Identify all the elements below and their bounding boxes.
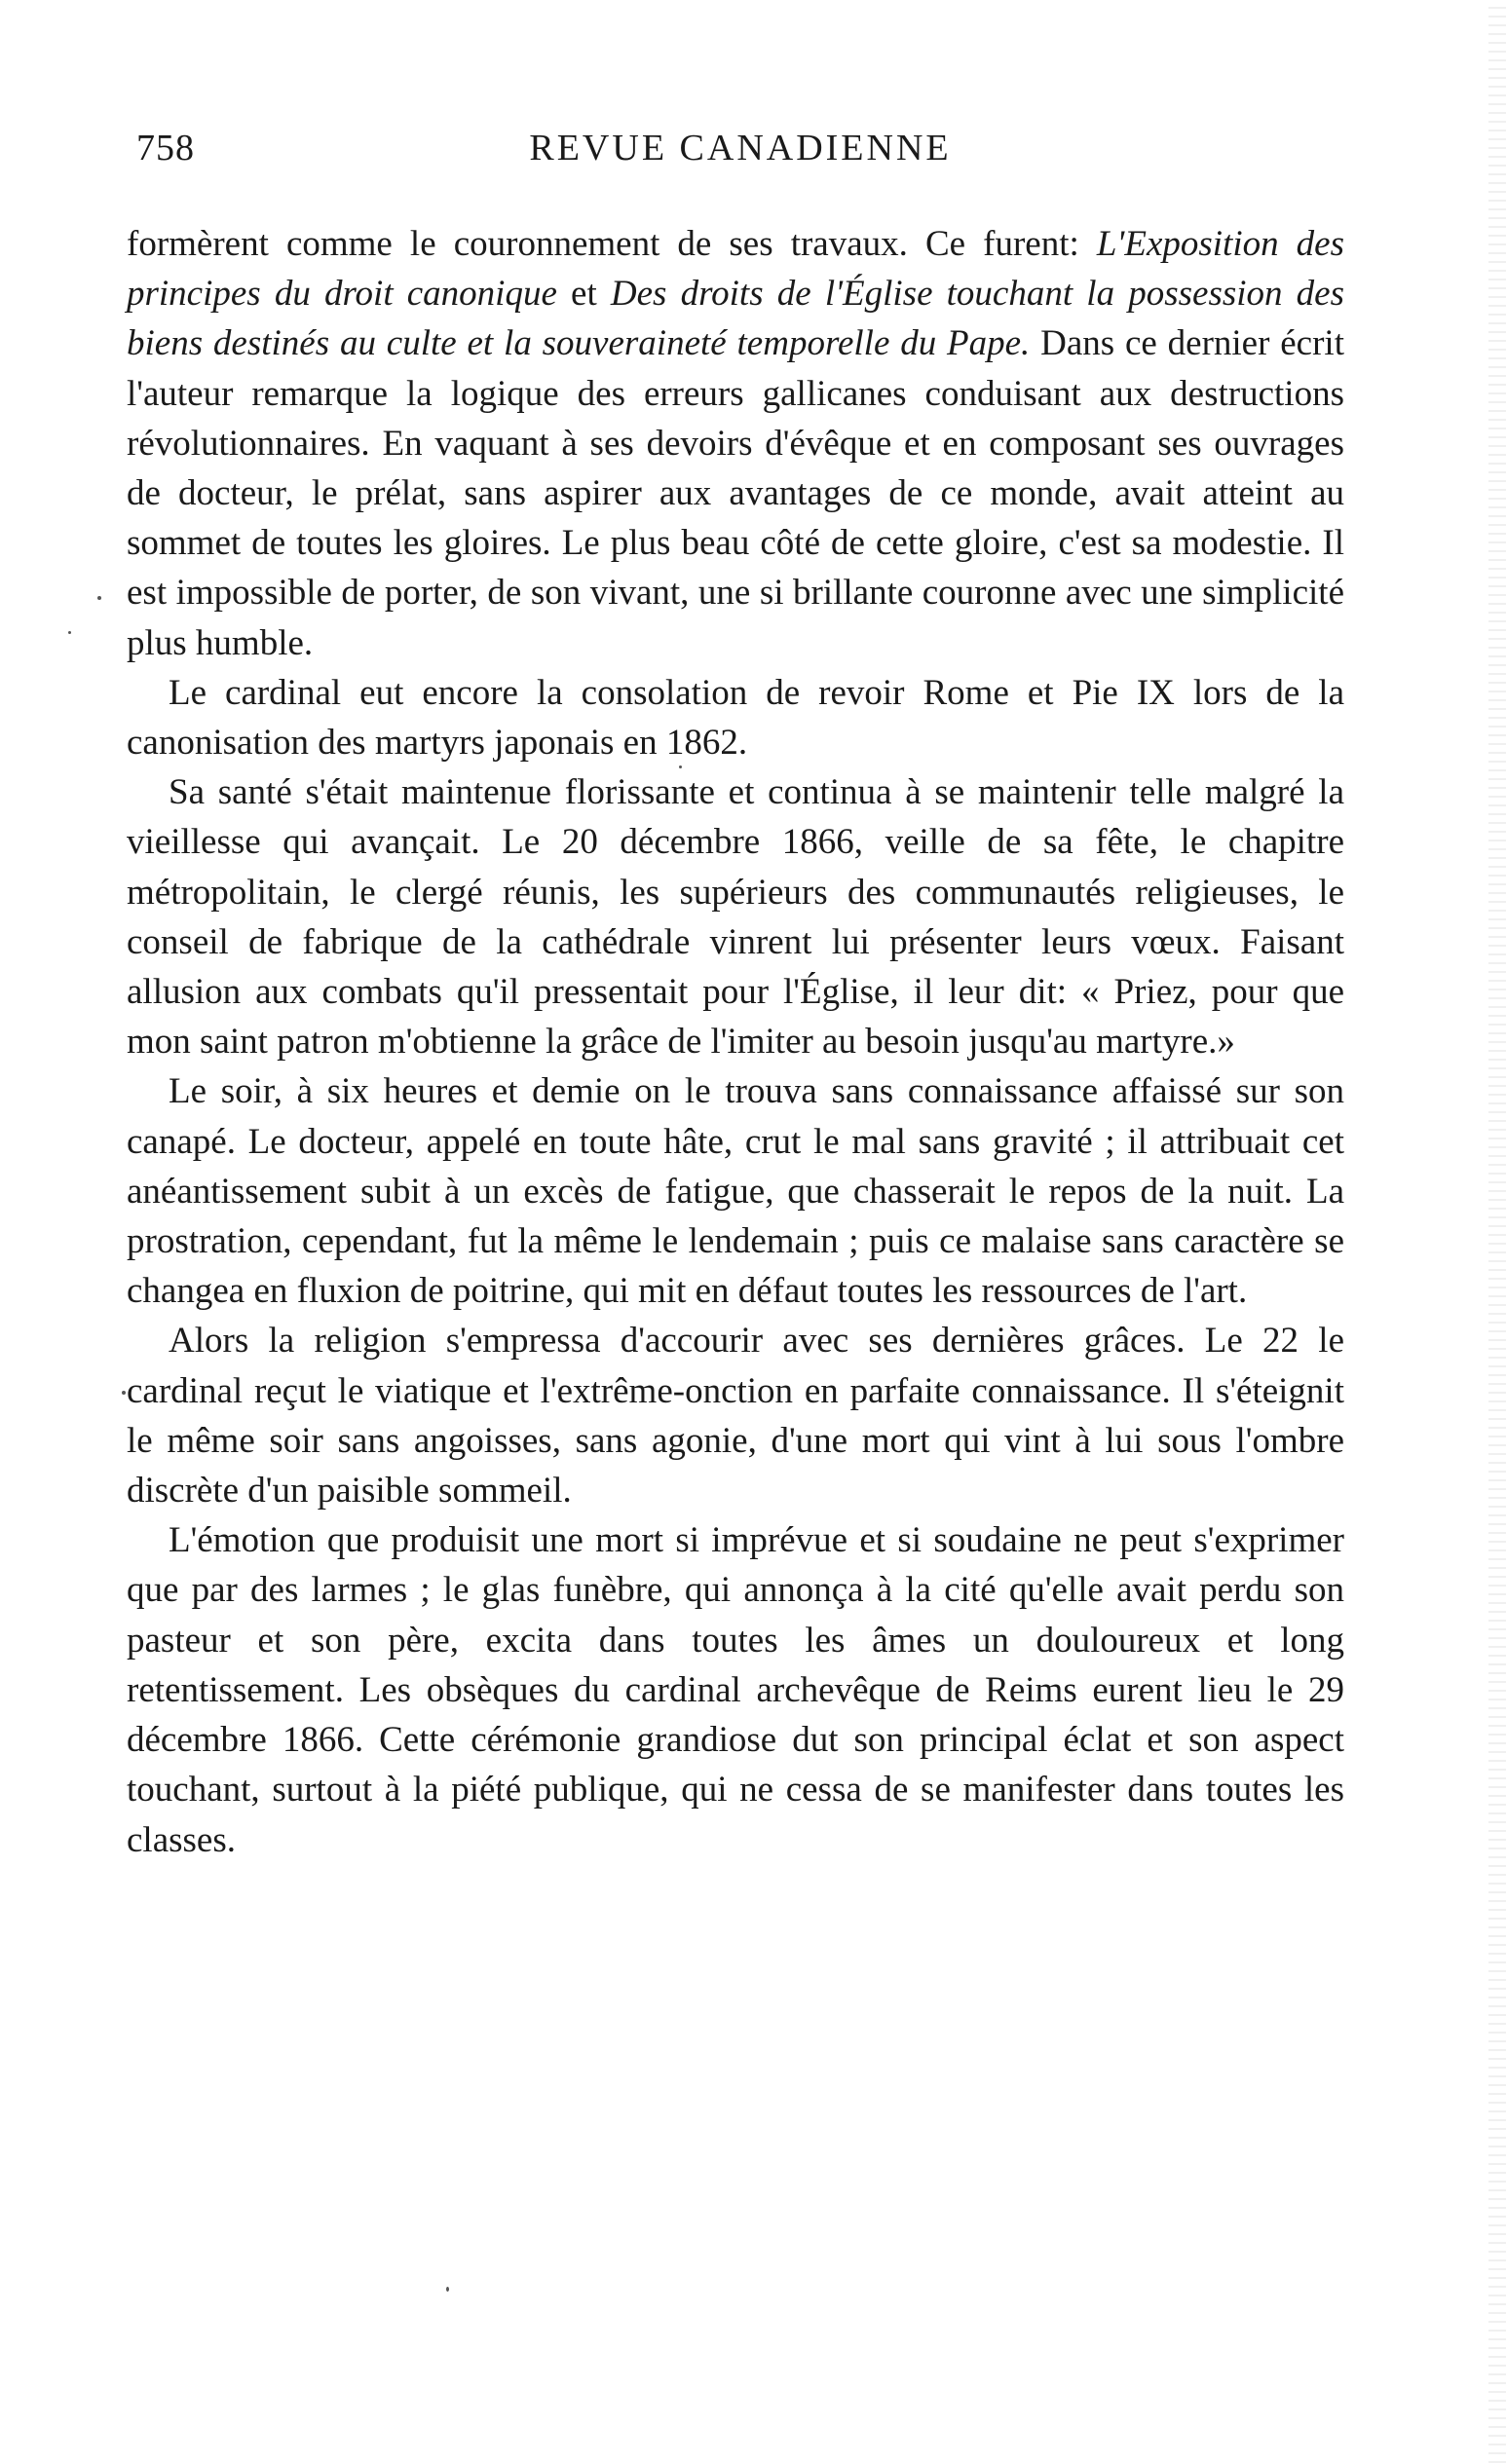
italic-title-droits: Des droits de l'Église touchant la possession des biens destinés au culte et la souveraineté temporelle du Pape. xyxy=(127,274,1344,364)
running-head: REVUE CANADIENNE xyxy=(529,128,952,168)
paragraph-2: Le cardinal eut encore la consolation de revoir Rome et Pie IX lors de la canonisation des martyrs japonais en 1862. xyxy=(127,672,1344,764)
scan-edge-noise xyxy=(1488,0,1506,2464)
paragraph-1-lead: formèrent comme le couronnement de ses travaux. Ce furent: xyxy=(127,224,1097,264)
paragraph-3: Sa santé s'était maintenue florissante et continua à se maintenir telle malgré la vieillesse qui avançait. Le 20 décembre 1866, veille de sa fête, le chapitre métropolitain, le clergé réunis, les supérieurs des communautés religieuses, le conseil de fabrique de la cathédrale vinrent lui présenter leurs vœux. Faisant allusion aux combats qu'il pressentait pour l'Église, il leur dit: « Priez, pour que mon saint patron m'obtienne la grâce de l'imiter au besoin jusqu'au martyre.» xyxy=(127,772,1344,1063)
paragraph-1-rest: Dans ce dernier écrit l'auteur remarque la logique des erreurs gallicanes conduisant aux destructions révolutionnaires. En vaquant à ses devoirs d'évêque et en composant ses ouvrages de docteur, le prélat, sans aspirer aux avantages de ce monde, avait atteint au sommet de toutes les gloires. Le plus beau côté de cette gloire, c'est sa modestie. Il est impossible de porter, de son vivant, une si brillante couronne avec une simplicité plus humble. xyxy=(127,323,1344,663)
page-number: 758 xyxy=(136,128,195,168)
page-header xyxy=(136,127,1344,185)
paragraph-6: L'émotion que produisit une mort si imprévue et si soudaine ne peut s'exprimer que par des larmes ; le glas funèbre, qui annonça à la cité qu'elle avait perdu son pasteur et son père, excita dans toutes les âmes un douloureux et long retentissement. Les obsèques du cardinal archevêque de Reims eurent lieu le 29 décembre 1866. Cette cérémonie grandiose dut son principal éclat et son aspect touchant, surtout à la piété publique, qui ne cessa de se manifester dans toutes les classes. xyxy=(127,1520,1344,1860)
scan-speck xyxy=(679,765,682,768)
paragraph-1 xyxy=(127,219,1344,668)
scan-speck xyxy=(122,1391,126,1395)
scan-speck xyxy=(446,2287,449,2292)
paragraph-1-conjunction: et xyxy=(556,274,611,315)
paragraph-4: Le soir, à six heures et demie on le trouva sans connaissance affaissé sur son canapé. Le docteur, appelé en toute hâte, crut le mal sans gravité ; il attribuait cet anéantissement subit à un excès de fatigue, que chasserait le repos de la nuit. La prostration, cependant, fut la même le lendemain ; puis ce malaise sans caractère se changea en fluxion de poitrine, qui mit en défaut toutes les ressources de l'art. xyxy=(127,1071,1344,1312)
paragraph-5: Alors la religion s'empressa d'accourir avec ses dernières grâces. Le 22 le cardinal reçut le viatique et l'extrême-onction en parfaite connaissance. Il s'éteignit le même soir sans angoisses, sans agonie, d'une mort qui vint à lui sous l'ombre discrète d'un paisible sommeil. xyxy=(127,1321,1344,1512)
scan-speck xyxy=(97,596,101,600)
scan-speck xyxy=(68,631,71,634)
body-text xyxy=(127,219,1344,1865)
italic-title-exposition: L'Exposition des principes du droit canonique xyxy=(127,224,1345,315)
